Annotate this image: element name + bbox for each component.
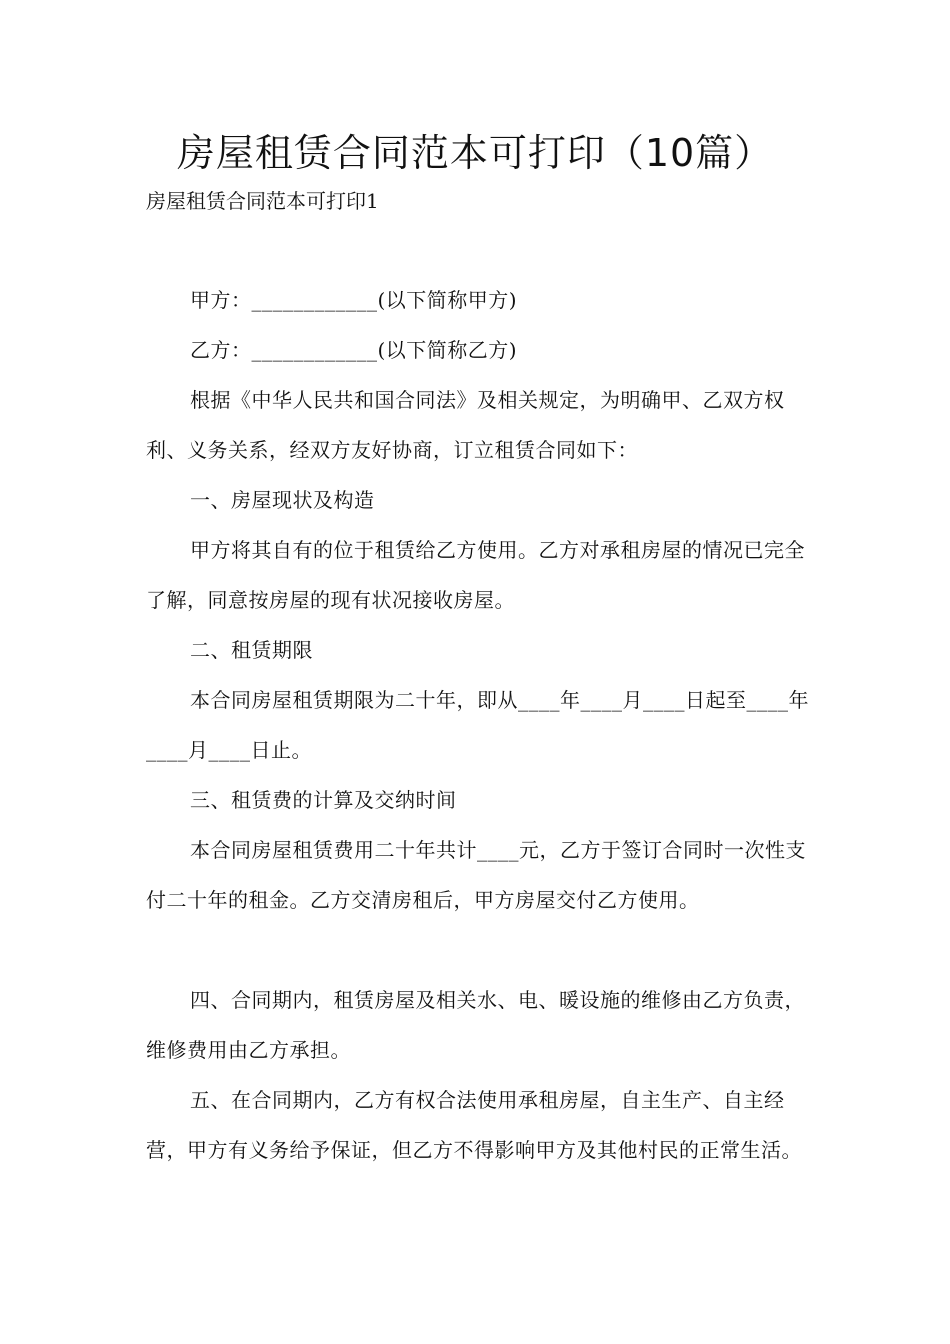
section-paragraph-2: 本合同房屋租赁期限为二十年，即从____年____月____日起至____年____月____日止。 (146, 688, 809, 762)
section-paragraph-4: 四、合同期内，租赁房屋及相关水、电、暖设施的维修由乙方负责，维修费用由乙方承担。 (146, 988, 805, 1062)
section-paragraph-1: 甲方将其自有的位于租赁给乙方使用。乙方对承租房屋的情况已完全了解，同意按房屋的现有状况接收房屋。 (146, 538, 805, 612)
section-paragraph-5: 五、在合同期内，乙方有权合法使用承租房屋，自主生产、自主经营，甲方有义务给予保证，但乙方不得影响甲方及其他村民的正常生活。 (146, 1088, 802, 1162)
section-heading-1: 一、房屋现状及构造 (190, 488, 375, 512)
party-a-line: 甲方：____________(以下简称甲方) (190, 288, 518, 312)
party-b-line: 乙方：____________(以下简称乙方) (190, 338, 518, 362)
section-paragraph-3: 本合同房屋租赁费用二十年共计____元，乙方于签订合同时一次性支付二十年的租金。乙方交清房租后，甲方房屋交付乙方使用。 (146, 838, 806, 912)
preamble-paragraph: 根据《中华人民共和国合同法》及相关规定，为明确甲、乙双方权利、义务关系，经双方友好协商，订立租赁合同如下： (146, 388, 785, 462)
section-heading-2: 二、租赁期限 (190, 638, 313, 662)
section-heading-3: 三、租赁费的计算及交纳时间 (190, 788, 457, 812)
document-subtitle: 房屋租赁合同范本可打印1 (146, 189, 379, 213)
document-title: 房屋租赁合同范本可打印（10篇） (176, 131, 774, 175)
